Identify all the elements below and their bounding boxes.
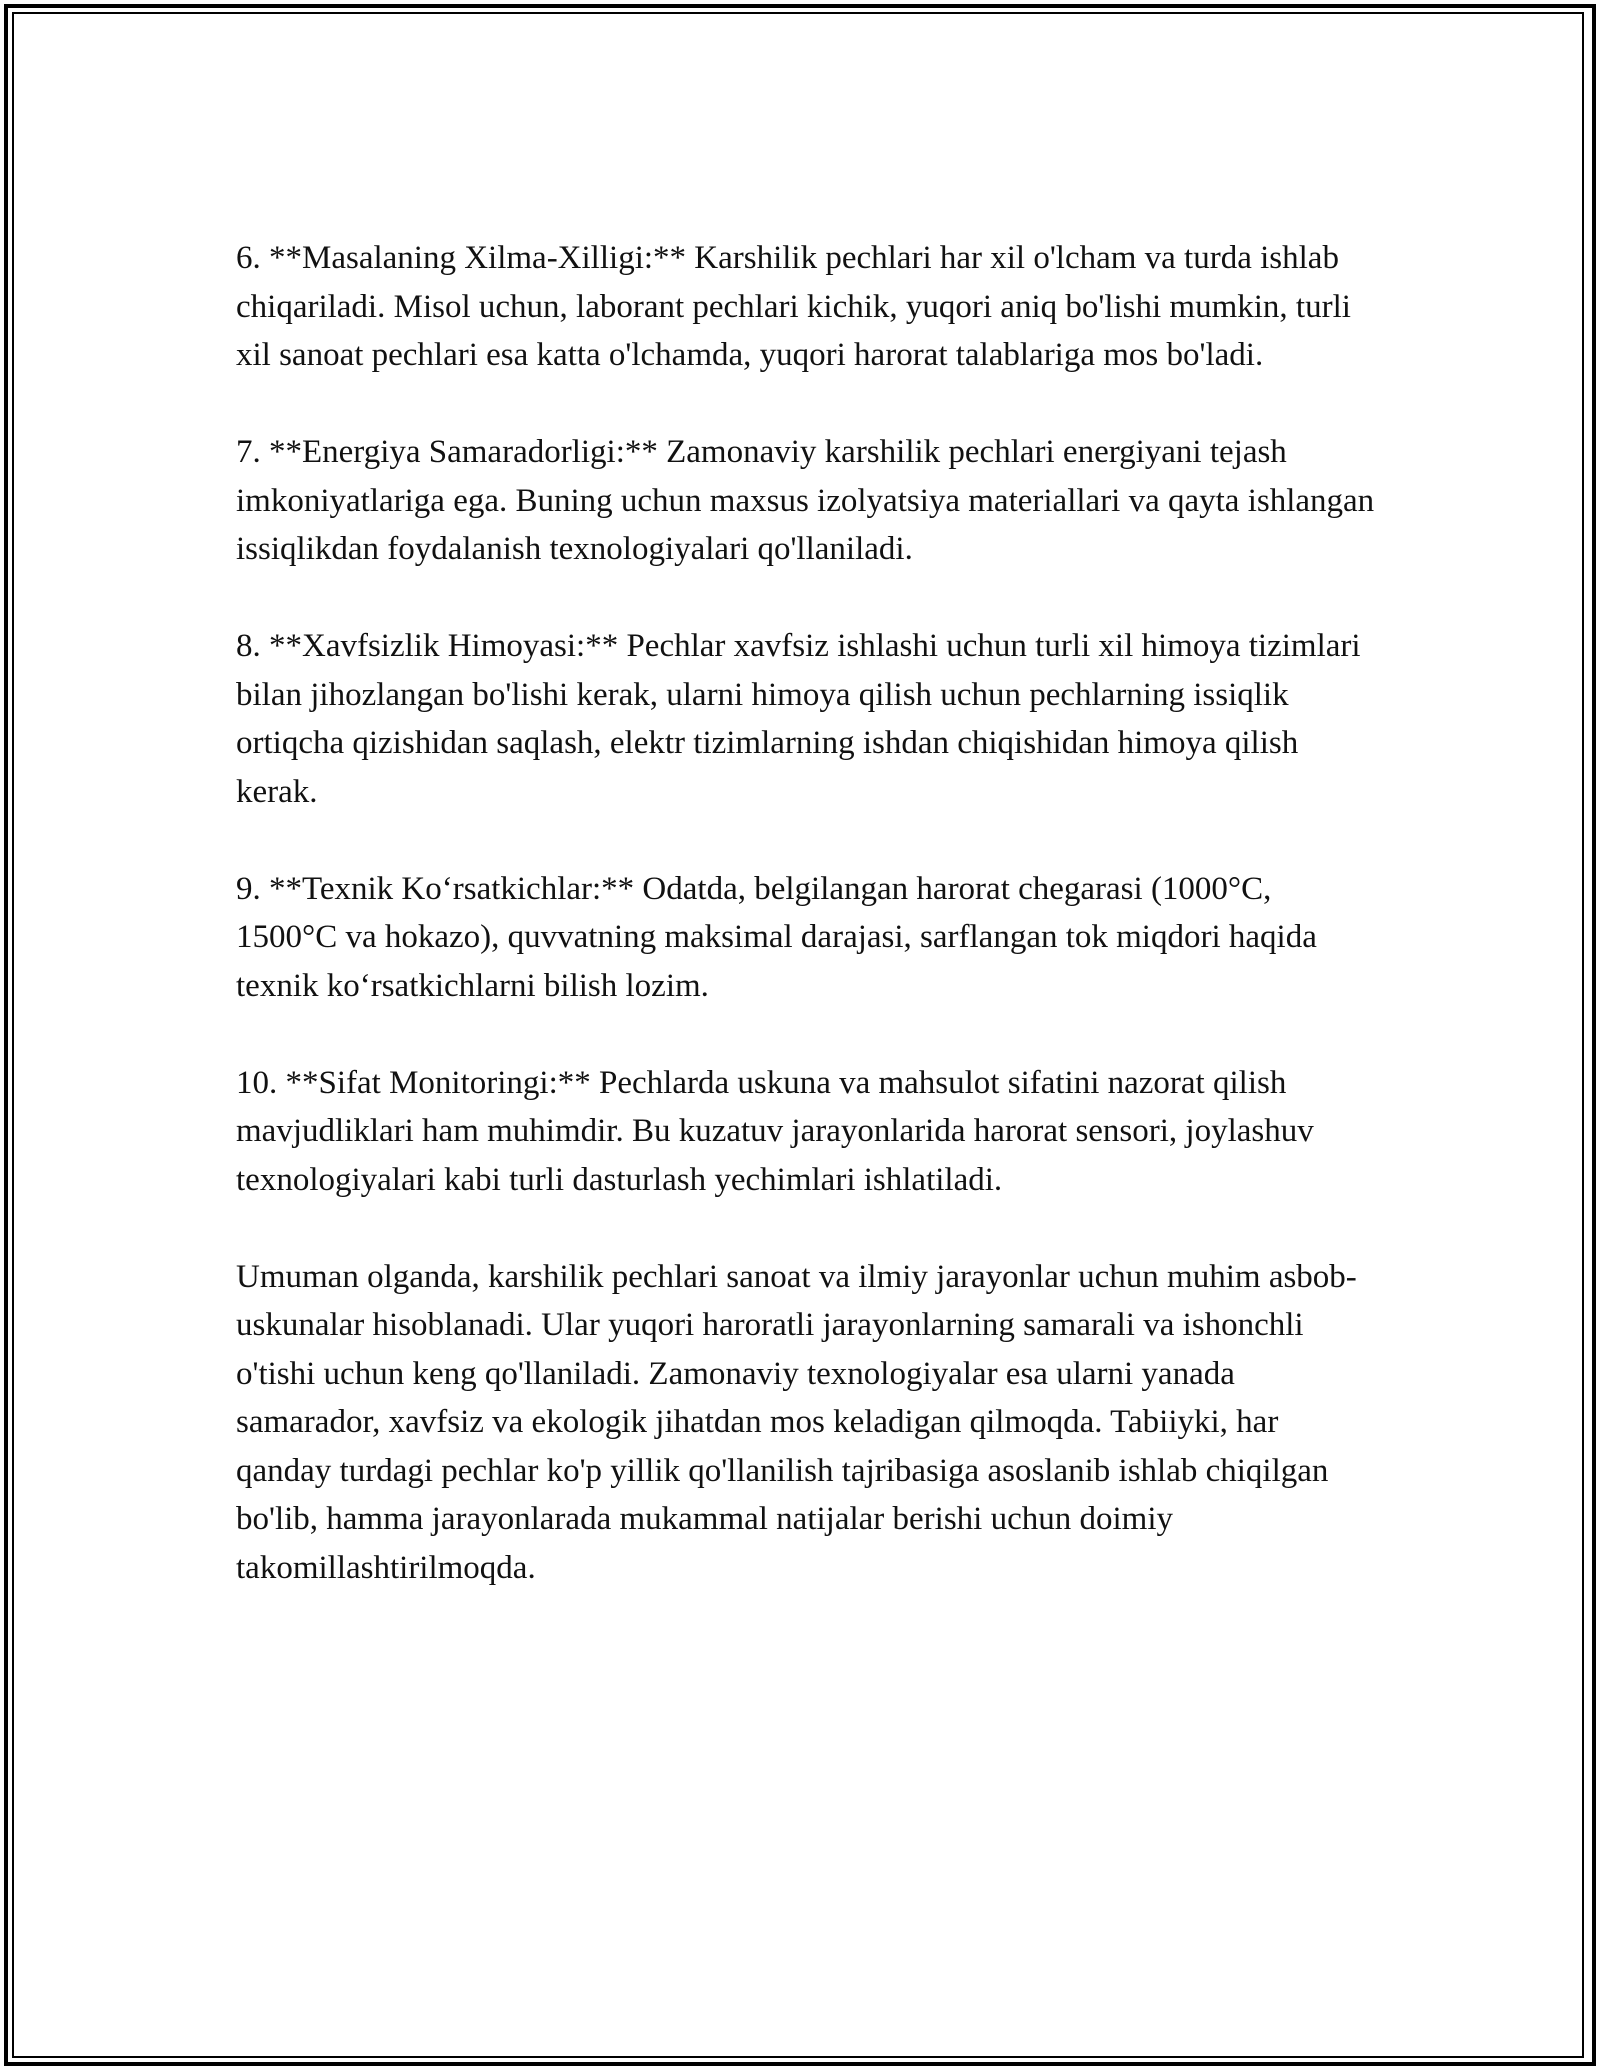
paragraph-conclusion: Umuman olganda, karshilik pechlari sanoat va ilmiy jarayonlar uchun muhim asbob-uskunalar hisoblanadi. Ular yuqori haroratli jarayonlarning samarali va ishonchli o'tishi uchun keng qo'llaniladi. Zamonaviy texnologiyalar esa ularni yanada samarador, xavfsiz va ekologik jihatdan mos keladigan qilmoqda. Tabiiyki, har qanday turdagi pechlar ko'p yillik qo'llanilish tajribasiga asoslanib ishlab chiqilgan bo'lib, hamma jarayonlarada mukammal natijalar berishi uchun doimiy takomillashtirilmoqda.	[236, 1258, 1357, 1586]
paragraph-item-9: 9. **Texnik Ko‘rsatkichlar:** Odatda, belgilangan harorat chegarasi (1000°C, 1500°C va hokazo), quvvatning maksimal darajasi, sarflangan tok miqdori haqida texnik ko‘rsatkichlarni bilish lozim.	[236, 870, 1317, 1004]
paragraph-item-6: 6. **Masalaning Xilma-Xilligi:** Karshilik pechlari har xil o'lcham va turda ishlab chiqariladi. Misol uchun, laborant pechlari kichik, yuqori aniq bo'lishi mumkin, turli xil sanoat pechlari esa katta o'lchamda, yuqori harorat talablariga mos bo'ladi.	[236, 240, 1351, 373]
document-body	[236, 234, 1376, 1592]
paragraph-item-10: 10. **Sifat Monitoringi:** Pechlarda uskuna va mahsulot sifatini nazorat qilish mavjudliklari ham muhimdir. Bu kuzatuv jarayonlarida harorat sensori, joylashuv texnologiyalari kabi turli dasturlash yechimlari ishlatiladi.	[236, 1064, 1314, 1198]
paragraph-item-7: 7. **Energiya Samaradorligi:** Zamonaviy karshilik pechlari energiyani tejash imkoniyatlariga ega. Buning uchun maxsus izolyatsiya materiallari va qayta ishlangan issiqlikdan foydalanish texnologiyalari qo'llaniladi.	[236, 434, 1375, 567]
paragraph-item-8: 8. **Xavfsizlik Himoyasi:** Pechlar xavfsiz ishlashi uchun turli xil himoya tizimlari bilan jihozlangan bo'lishi kerak, ularni himoya qilish uchun pechlarning issiqlik ortiqcha qizishidan saqlash, elektr tizimlarning ishdan chiqishidan himoya qilish kerak.	[236, 628, 1361, 810]
